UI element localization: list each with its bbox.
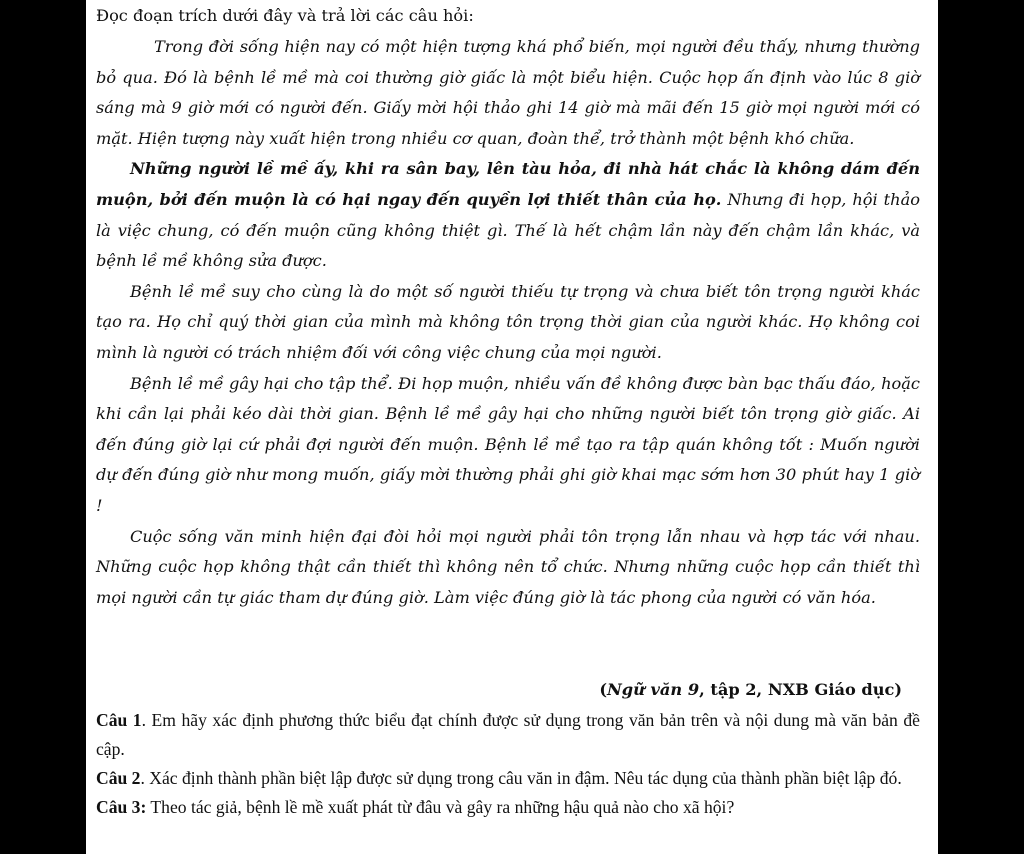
passage-paragraph-1: Trong đời sống hiện nay có một hiện tượng khá phổ biến, mọi người đều thấy, nhưng thường bỏ qua. Đó là bệnh lề mề mà coi thường giờ giấc là một biểu hiện. Cuộc họp ấn định vào lúc 8 giờ sáng mà 9 giờ mới có người đến. Giấy mời hội thảo ghi 14 giờ mà mãi đến 15 giờ mọi người mới có mặt. Hiện tượng này xuất hiện trong nhiều cơ quan, đoàn thể, trở thành một bệnh khó chữa. (96, 37, 920, 148)
question-label: Câu 2 (96, 768, 141, 788)
passage-paragraph-2-rest: Nhưng đi họp, hội thảo là việc chung, có đến muộn cũng không thiệt gì. Thế là hết chậm lần này đến chậm lần khác, và bệnh lề mề không sửa được. (96, 189, 920, 271)
question-separator: . (140, 768, 145, 788)
question-1 (96, 706, 920, 764)
passage-paragraph-2 (96, 154, 920, 276)
question-separator: . (141, 710, 147, 730)
passage-paragraph-4: Bệnh lề mề gây hại cho tập thể. Đi họp muộn, nhiều vấn đề không được bàn bạc thấu đáo, hoặc khi cần lại phải kéo dài thời gian. Bệnh lề mề gây hại cho những người biết tôn trọng giờ giấc. Ai đến đúng giờ lại cứ phải đợi người đến muộn. Bệnh lề mề tạo ra tập quán không tốt : Muốn người dự đến đúng giờ như mong muốn, giấy mời thường phải ghi giờ khai mạc sớm hơn 30 phút hay 1 giờ ! (96, 373, 920, 515)
document-page (86, 0, 938, 854)
reading-instruction: Đọc đoạn trích dưới đây và trả lời các câu hỏi: (96, 6, 474, 25)
question-label: Câu 1 (96, 710, 142, 730)
question-text: Em hãy xác định phương thức biểu đạt chính được sử dụng trong văn bản trên và nội dung mà văn bản đề cập. (96, 710, 920, 759)
source-citation (599, 677, 902, 703)
question-3 (96, 793, 920, 822)
question-text: Xác định thành phần biệt lập được sử dụng trong câu văn in đậm. Nêu tác dụng của thành phần biệt lập đó. (144, 768, 902, 788)
question-list (96, 706, 920, 822)
source-book-title: Ngữ văn 9 (607, 680, 700, 699)
bold-sentence: Những người lề mề ấy, khi ra sân bay, lên tàu hỏa, đi nhà hát chắc là không dám đến muộn, bởi đến muộn là có hại ngay đến quyền lợi thiết thân của họ. (96, 159, 920, 209)
excerpt-passage (96, 32, 920, 613)
question-2 (96, 764, 920, 793)
source-details: , tập 2, NXB Giáo dục) (699, 680, 902, 699)
question-label: Câu 3: (96, 797, 147, 817)
passage-paragraph-5: Cuộc sống văn minh hiện đại đòi hỏi mọi người phải tôn trọng lẫn nhau và hợp tác với nhau. Những cuộc họp không thật cần thiết thì không nên tổ chức. Nhưng những cuộc họp cần thiết thì mọi người cần tự giác tham dự đúng giờ. Làm việc đúng giờ là tác phong của người có văn hóa. (96, 526, 920, 607)
passage-paragraph-3: Bệnh lề mề suy cho cùng là do một số người thiếu tự trọng và chưa biết tôn trọng người khác tạo ra. Họ chỉ quý thời gian của mình mà không tôn trọng thời gian của người khác. Họ không coi mình là người có trách nhiệm đối với công việc chung của mọi người. (96, 281, 920, 362)
source-open-paren: ( (599, 680, 607, 699)
question-text: Theo tác giả, bệnh lề mề xuất phát từ đâu và gây ra những hậu quả nào cho xã hội? (146, 797, 735, 817)
